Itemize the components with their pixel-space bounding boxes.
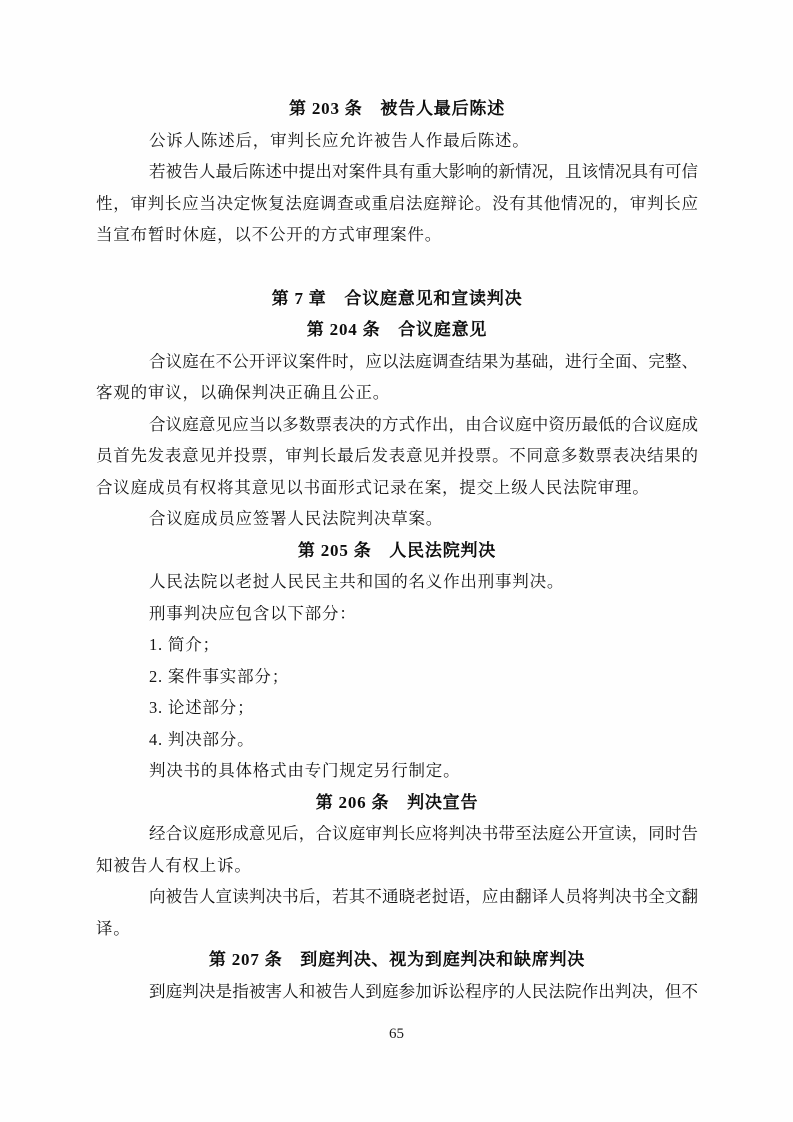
- article-204-paragraph-line: 员首先发表意见并投票，审判长最后发表意见并投票。不同意多数票表决结果的: [96, 446, 698, 465]
- article-205-paragraph-line: 判决书的具体格式由专门规定另行制定。: [149, 761, 461, 780]
- article-203-paragraph-line: 公诉人陈述后，审判长应允许被告人作最后陈述。: [149, 130, 530, 150]
- article-205-paragraph-line: 刑事判决应包含以下部分：: [149, 603, 357, 623]
- list-item: 2. 案件事实部分；: [149, 666, 289, 686]
- article-204-paragraph-line: 合议庭意见应当以多数票表决的方式作出，由合议庭中资历最低的合议庭成: [149, 414, 698, 434]
- page-content: [96, 93, 698, 1007]
- chapter-7-heading: 第 7 章 合议庭意见和宣读判决: [271, 288, 523, 308]
- article-204-paragraph-line: 客观的审议，以确保判决正确且公正。: [96, 383, 391, 402]
- article-204-paragraph-line: 合议庭成员有权将其意见以书面形式记录在案，提交上级人民法院审理。: [96, 477, 650, 497]
- article-203-paragraph-line: 若被告人最后陈述中提出对案件具有重大影响的新情况，且该情况具有可信: [149, 162, 698, 181]
- article-205-paragraph-line: 人民法院以老挝人民民主共和国的名义作出刑事判决。: [149, 572, 565, 591]
- section-spacer: [96, 251, 698, 283]
- article-207-heading: 第 207 条 到庭判决、视为到庭判决和缺席判决: [208, 950, 586, 969]
- list-item: 1. 简介；: [149, 635, 220, 654]
- article-203-paragraph-line: 当宣布暂时休庭，以不公开的方式审理案件。: [96, 225, 442, 244]
- article-206-paragraph-line: 知被告人有权上诉。: [96, 855, 252, 875]
- list-item: 3. 论述部分；: [149, 698, 255, 717]
- article-206-paragraph-line: 经合议庭形成意见后，合议庭审判长应将判决书带至法庭公开宣读，同时告: [149, 824, 698, 843]
- page-number: 65: [389, 1026, 404, 1042]
- article-203-heading: 第 203 条 被告人最后陈述: [289, 99, 505, 118]
- article-203-paragraph-line: 性，审判长应当决定恢复法庭调查或重启法庭辩论。没有其他情况的，审判长应: [96, 193, 698, 213]
- article-206-heading: 第 206 条 判决宣告: [315, 792, 479, 812]
- article-204-paragraph-line: 合议庭成员应签署人民法院判决草案。: [149, 509, 444, 528]
- article-204-heading: 第 204 条 合议庭意见: [306, 320, 488, 339]
- article-204-paragraph-line: 合议庭在不公开评议案件时，应以法庭调查结果为基础，进行全面、完整、: [149, 351, 698, 371]
- article-206-paragraph-line: 译。: [96, 918, 131, 938]
- article-206-paragraph-line: 向被告人宣读判决书后，若其不通晓老挝语，应由翻译人员将判决书全文翻: [149, 887, 698, 906]
- article-205-heading: 第 205 条 人民法院判决: [297, 540, 497, 560]
- article-207-paragraph-line: 到庭判决是指被害人和被告人到庭参加诉讼程序的人民法院作出判决，但不: [149, 981, 698, 1001]
- list-item: 4. 判决部分。: [149, 729, 255, 749]
